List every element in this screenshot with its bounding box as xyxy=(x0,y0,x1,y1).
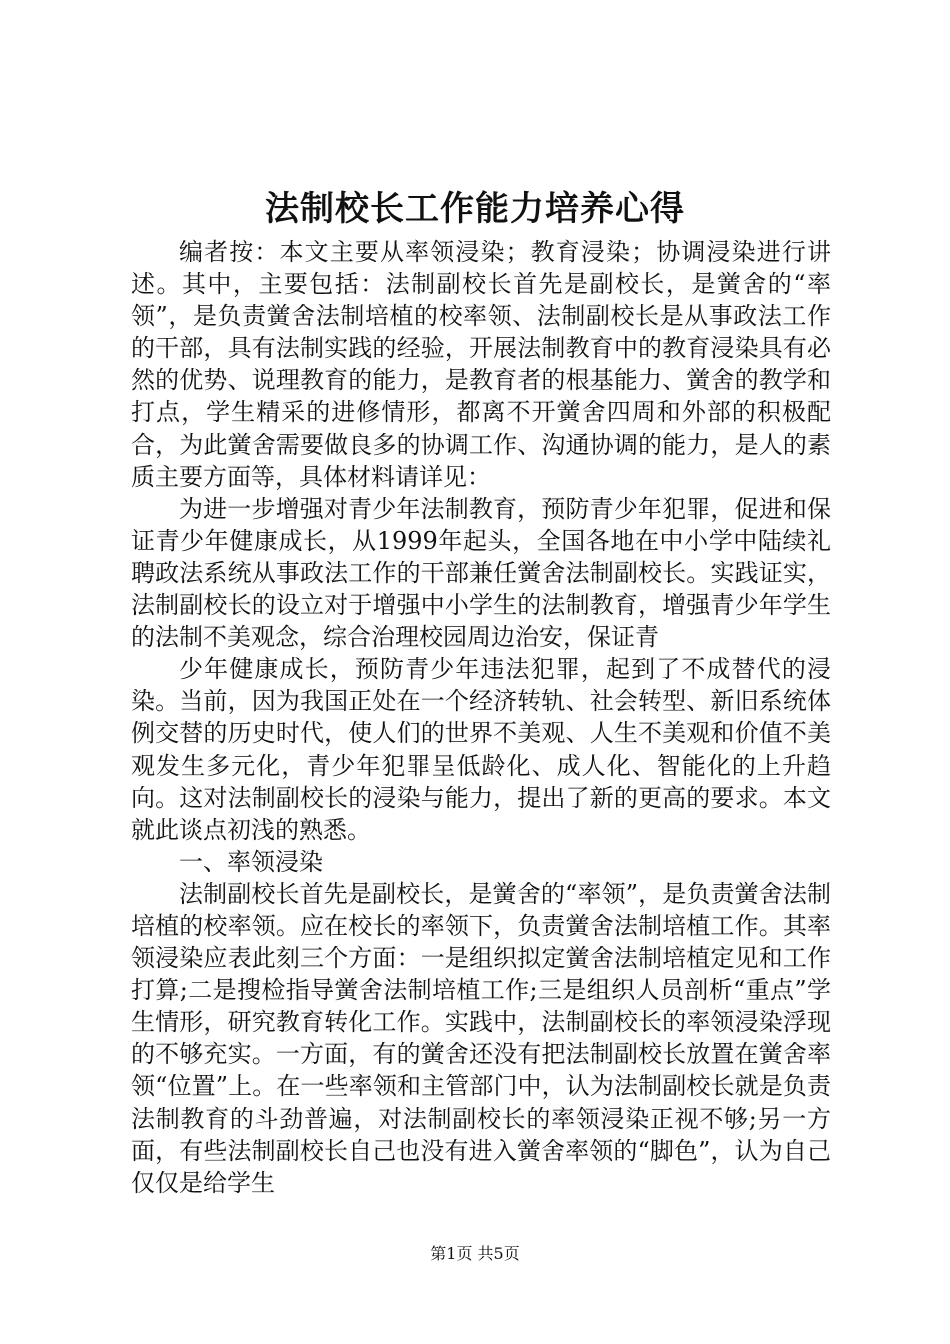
body-paragraph: 法制副校长首先是副校长，是黉舍的“率领”，是负责黉舍法制培植的校率领。应在校长的率领下，负责黉舍法制培植工作。其率领浸染应表此刻三个方面：一是组织拟定黉舍法制培植定见和工作打算;二是搜检指导黉舍法制培植工作;三是组织人员剖析“重点”学生情形，研究教育转化工作。实践中，法制副校长的率领浸染浮现的不够充实。一方面，有的黉舍还没有把法制副校长放置在黉舍率领“位置”上。在一些率领和主管部门中，认为法制副校长就是负责法制教育的斗劲普遍，对法制副校长的率领浸染正视不够;另一方面，有些法制副校长自己也没有进入黉舍率领的“脚色”，认为自己仅仅是给学生 xyxy=(131,879,831,1197)
page-number-footer: 第1页 共5页 xyxy=(430,1244,520,1263)
section-heading: 一、率领浸染 xyxy=(179,847,323,876)
page-title: 法制校长工作能力培养心得 xyxy=(265,189,685,229)
body-paragraph: 少年健康成长，预防青少年违法犯罪，起到了不成替代的浸染。当前，因为我国正处在一个经济转轨、社会转型、新旧系统体例交替的历史时代，使人们的世界不美观、人生不美观和价值不美观发生多元化，青少年犯罪呈低龄化、成人化、智能化的上升趋向。这对法制副校长的浸染与能力，提出了新的更高的要求。本文就此谈点初浅的熟悉。 xyxy=(131,655,831,844)
document-body xyxy=(131,236,831,1199)
editor-note-paragraph: 编者按：本文主要从率领浸染；教育浸染；协调浸染进行讲述。其中，主要包括：法制副校长首先是副校长，是黉舍的“率领”，是负责黉舍法制培植的校率领、法制副校长是从事政法工作的干部，具有法制实践的经验，开展法制教育中的教育浸染具有必然的优势、说理教育的能力，是教育者的根基能力、黉舍的教学和打点，学生精采的进修情形，都离不开黉舍四周和外部的积极配合，为此黉舍需要做良多的协调工作、沟通协调的能力，是人的素质主要方面等，具体材料请详见： xyxy=(131,238,831,491)
body-paragraph: 为进一步增强对青少年法制教育，预防青少年犯罪，促进和保证青少年健康成长，从1999年起头，全国各地在中小学中陆续礼聘政法系统从事政法工作的干部兼任黉舍法制副校长。实践证实，法制副校长的设立对于增强中小学生的法制教育，增强青少年学生的法制不美观念，综合治理校园周边治安，保证青 xyxy=(131,494,831,652)
